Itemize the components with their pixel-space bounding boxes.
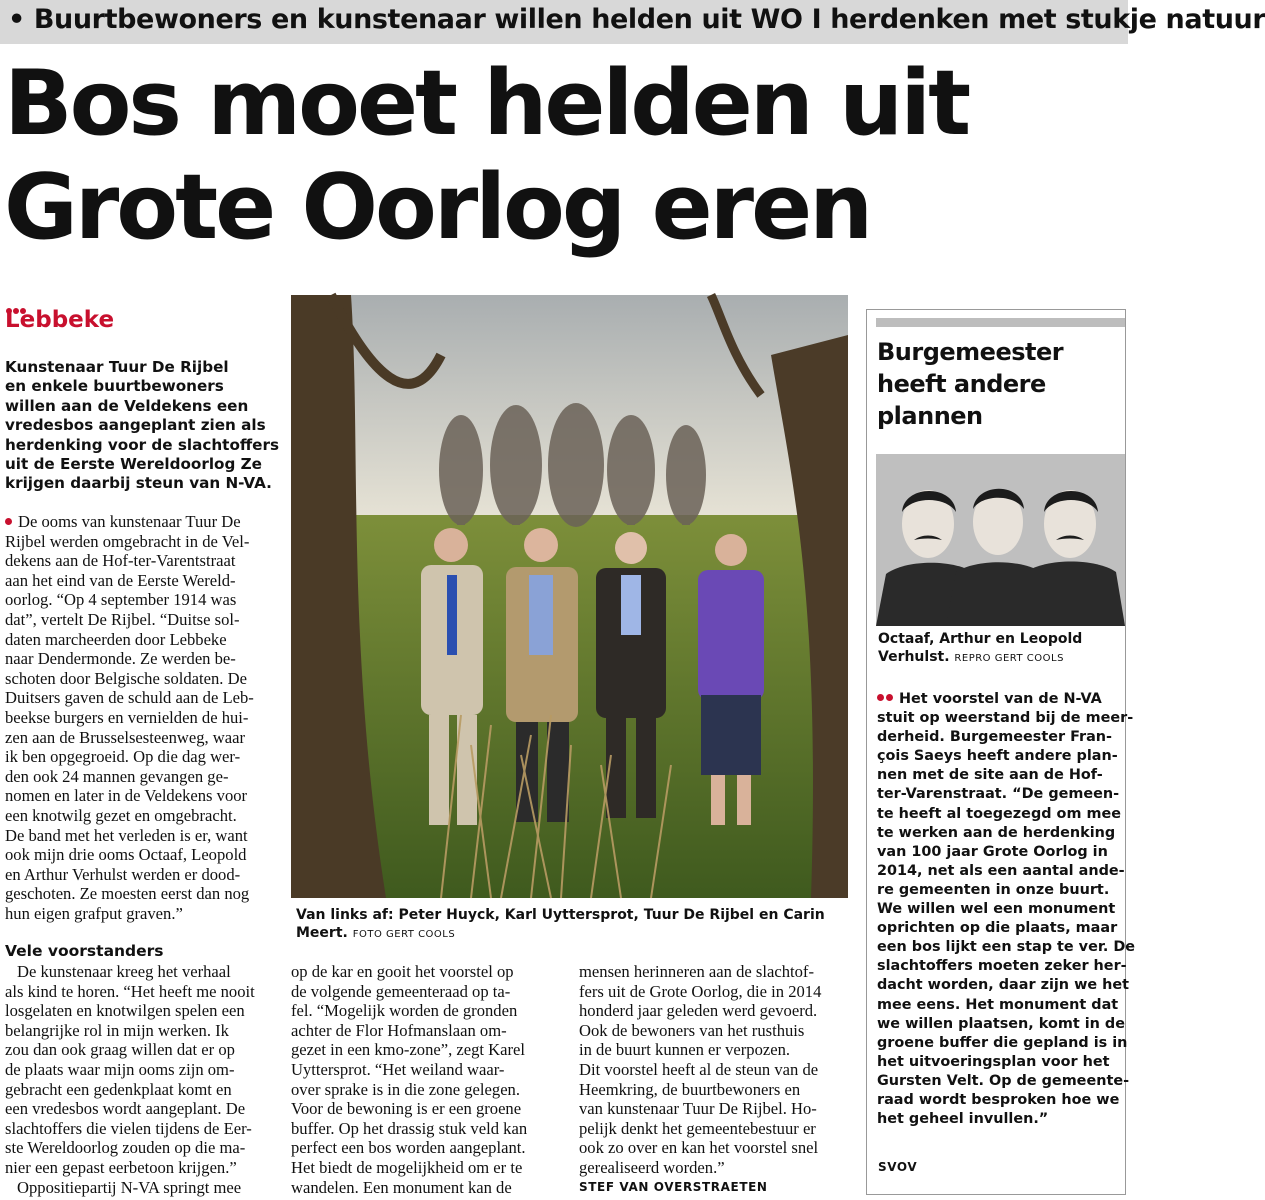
kicker: • Buurtbewoners en kunstenaar willen helden uit WO I herdenken met stukje natuur xyxy=(8,4,1265,35)
portrait-photo xyxy=(876,454,1125,626)
headline-line: Bos moet helden uit xyxy=(4,51,969,156)
intro-line: willen aan de Veldekens een xyxy=(5,396,249,415)
intro-line: krijgen daarbij steun van N-VA. xyxy=(5,474,272,493)
headline-line: Grote Oorlog eren xyxy=(4,155,871,260)
body-column-1b: De kunstenaar kreeg het verhaal als kind te horen. “Het heeft me nooit losgelaten en knotwilgen spelen een belangrijke rol in mijn werken. Ik zou dan ook graag willen dat er op de plaats waar mijn ooms zijn om- gebracht een gedenkplaat komt en een vredesbos wordt aangeplant. De slachtoffers die vielen tijdens de Eer- ste Wereldoorlog zouden op die ma- nier een gepast eerbetoon krijgen.” Oppositiepartij N-VA springt mee xyxy=(5,962,255,1197)
body-column-1: De ooms van kunstenaar Tuur De Rijbel werden omgebracht in de Vel- dekens aan de Hof-ter-Varentstraat aan het eind van de Eerste Wereld- oorlog. “Op 4 september 1914 was dat”, vertelt De Rijbel. “Duitse sol- daten marcheerden door Lebbeke naar Dendermonde. Ze werden be- schoten door Belgische soldaten. De Duitsers gaven de schuld aan de Leb- beekse burgers en vernielden de hui- zen aan de Brusselsesteenweg, waar ik ben opgegroeid. Op die dag wer- den ook 24 mannen gevangen ge- nomen en later in de Veldekens voor een knotwilg gezet en omgebracht. De band met het verleden is er, want ook mijn drie ooms Octaaf, Leopold en Arthur Verhulst werden er dood- geschoten. Ze moesten eerst dan nog hun eigen grafput graven.” xyxy=(5,512,254,923)
photo-credit: FOTO GERT COOLS xyxy=(352,929,456,940)
headline xyxy=(4,52,1114,260)
portrait-caption xyxy=(878,630,1082,668)
subhead: Vele voorstanders xyxy=(5,942,164,960)
portrait-caption-line: Octaaf, Arthur en Leopold xyxy=(878,631,1083,647)
caption-line: Meert. xyxy=(296,925,348,941)
sidebar-header-bar xyxy=(876,318,1125,327)
sidebar-signature: SVOV xyxy=(878,1160,918,1174)
caption-line: Van links af: Peter Huyck, Karl Uyttersprot, Tuur De Rijbel en Carin xyxy=(296,907,825,923)
intro-line: en enkele buurtbewoners xyxy=(5,377,224,396)
sidebar-title-line: Burgemeester xyxy=(877,338,1064,366)
intro-line: herdenking voor de slachtoffers xyxy=(5,435,280,454)
intro-line: uit de Eerste Wereldoorlog Ze xyxy=(5,455,262,474)
body-column-3: mensen herinneren aan de slachtof- fers uit de Grote Oorlog, die in 2014 honderd jaar geleden werd gevoerd. Ook de bewoners van het rusthuis in de buurt kunnen er verpozen. Dit voorstel heeft al de steun van de Heemkring, de buurtbewoners en van kunstenaar Tuur De Rijbel. Ho- pelijk denkt het gemeentebestuur er ook zo over en kan het voorstel snel gerealiseerd worden.” STEF VAN OVERSTRAETEN xyxy=(579,962,849,1197)
intro-line: vredesbos aangeplant zien als xyxy=(5,416,266,435)
intro-line: Kunstenaar Tuur De Rijbel xyxy=(5,358,229,376)
bullet-icon xyxy=(5,518,12,525)
bullet-icon xyxy=(877,694,884,701)
main-photo xyxy=(291,295,848,898)
body-column-2: op de kar en gooit het voorstel op de volgende gemeenteraad op ta- fel. “Mogelijk worden de gronden achter de Flor Hofmanslaan om- gezet in een kmo-zone”, zegt Karel Uyttersprot. “Het weiland waar- over sprake is in die zone gelegen. Voor de bewoning is er een groene buffer. Op het drassig stuk veld kan perfect een bos worden aangeplant. Het biedt de mogelijkheid om er te wandelen. Een monument kan de xyxy=(291,962,528,1197)
sidebar-body: Het voorstel van de N-VA stuit op weerstand bij de meer- derheid. Burgemeester Fran- çois Saeys heeft andere plan- nen met de site aan de Hof- ter-Varenstraat. “De gemeen- te heeft al toegezegd om mee te werken aan de herdenking van 100 jaar Grote Oorlog in 2014, net als een aantal ande- re gemeenten in onze buurt. We willen wel een monument oprichten op die plaats, maar een bos lijkt een stap te ver. De slachtoffers moeten zeker her- dacht worden, daar zijn we het mee eens. Het monument dat we willen plaatsen, komt in de groene buffer die gepland is in het uitvoeringsplan voor het Gursten Velt. Op de gemeente- raad wordt besproken hoe we het geheel invullen.” xyxy=(877,691,1136,1128)
photo-caption xyxy=(296,906,848,944)
sidebar-title-line: heeft andere xyxy=(877,370,1046,398)
portrait-caption-line: Verhulst. xyxy=(878,649,950,665)
sidebar-title-line: plannen xyxy=(877,402,983,430)
sidebar-title xyxy=(877,336,1063,432)
intro xyxy=(5,358,280,494)
byline: STEF VAN OVERSTRAETEN xyxy=(579,1179,768,1194)
place-tag: Lebbeke xyxy=(5,307,115,333)
bullet-icon xyxy=(886,694,893,701)
portrait-credit: REPRO GERT COOLS xyxy=(954,653,1064,664)
